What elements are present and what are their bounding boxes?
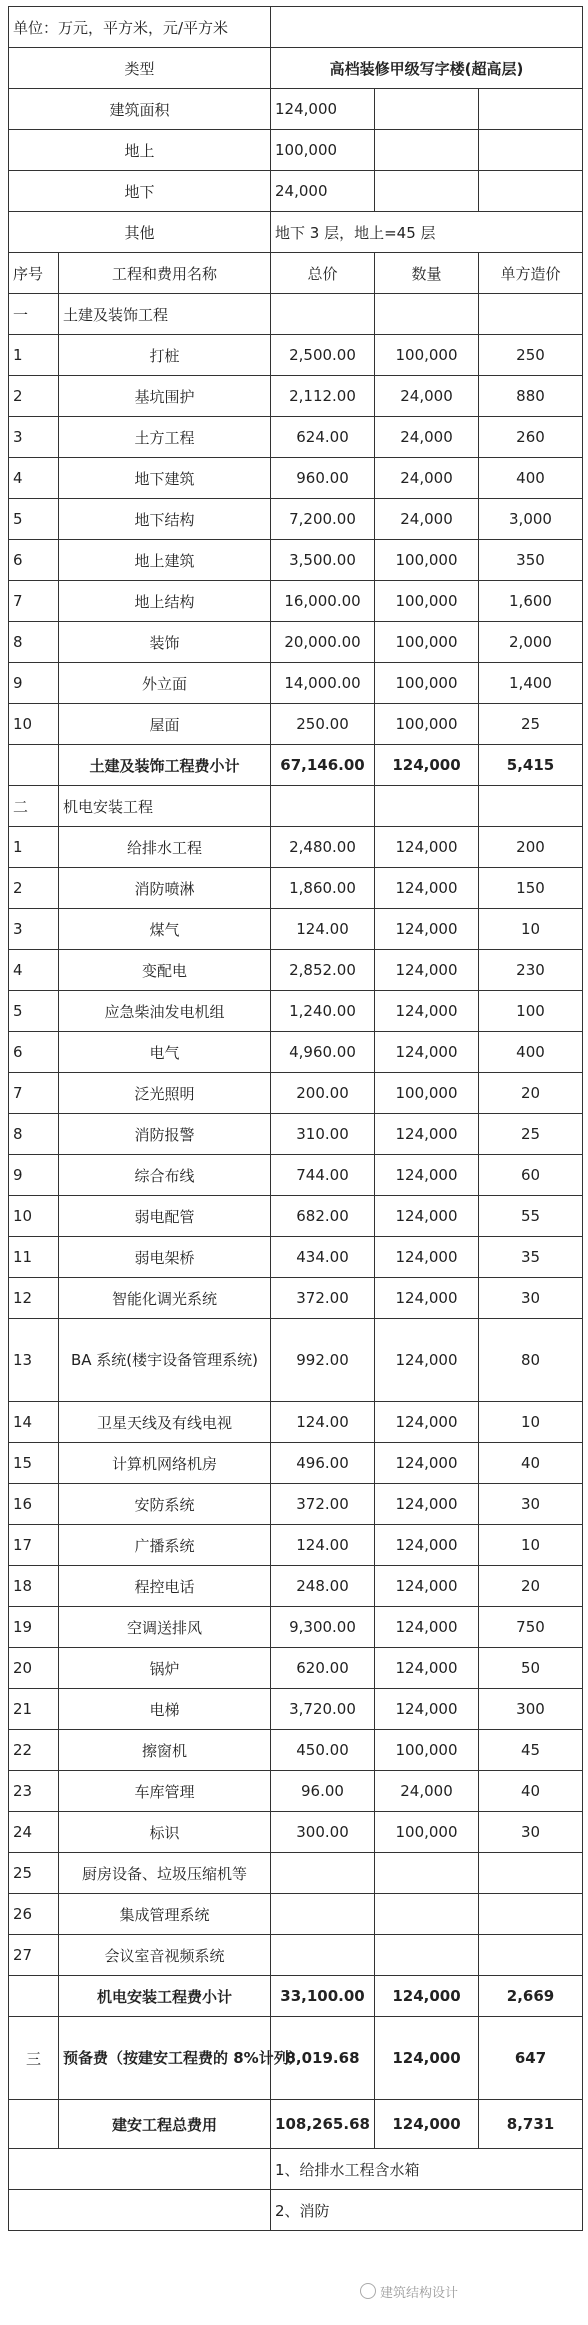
table-row	[9, 335, 583, 376]
row-total: 4,960.00	[271, 1032, 375, 1073]
row-qty: 124,000	[375, 1525, 479, 1566]
row-unit-price: 30	[479, 1812, 583, 1853]
table-row	[9, 827, 583, 868]
row-name: 电气	[59, 1032, 271, 1073]
table-row	[9, 1484, 583, 1525]
row-no: 4	[9, 458, 59, 499]
row-unit-price: 200	[479, 827, 583, 868]
row-total: 300.00	[271, 1812, 375, 1853]
table-row	[9, 1073, 583, 1114]
table-row	[9, 868, 583, 909]
row-qty: 100,000	[375, 622, 479, 663]
row-total	[271, 1935, 375, 1976]
row-no: 19	[9, 1607, 59, 1648]
row-qty	[375, 1935, 479, 1976]
row-total: 2,500.00	[271, 335, 375, 376]
row-qty: 124,000	[375, 827, 479, 868]
row-name: 煤气	[59, 909, 271, 950]
info-label: 类型	[9, 48, 271, 89]
row-name: 卫星天线及有线电视	[59, 1402, 271, 1443]
row-unit-price	[479, 1853, 583, 1894]
row-qty: 124,000	[375, 1237, 479, 1278]
row-total: 450.00	[271, 1730, 375, 1771]
reserve-qty: 124,000	[375, 2017, 479, 2100]
row-name: 集成管理系统	[59, 1894, 271, 1935]
row-no: 2	[9, 868, 59, 909]
table-row	[9, 622, 583, 663]
unit-row	[9, 7, 583, 48]
row-qty: 124,000	[375, 1566, 479, 1607]
table-row	[9, 1237, 583, 1278]
row-name: 变配电	[59, 950, 271, 991]
subtotal-total: 33,100.00	[271, 1976, 375, 2017]
row-total: 496.00	[271, 1443, 375, 1484]
row-unit-price: 750	[479, 1607, 583, 1648]
row-no: 10	[9, 704, 59, 745]
row-name: 泛光照明	[59, 1073, 271, 1114]
row-qty: 100,000	[375, 581, 479, 622]
info-value: 24,000	[271, 171, 375, 212]
subtotal-name: 机电安装工程费小计	[59, 1976, 271, 2017]
table-row	[9, 1894, 583, 1935]
row-no	[9, 2100, 59, 2149]
row-unit-price: 2,000	[479, 622, 583, 663]
row-unit-price: 50	[479, 1648, 583, 1689]
row-no: 27	[9, 1935, 59, 1976]
row-unit-price: 45	[479, 1730, 583, 1771]
info-value: 100,000	[271, 130, 375, 171]
row-total: 248.00	[271, 1566, 375, 1607]
row-name: 地上结构	[59, 581, 271, 622]
row-name: 会议室音视频系统	[59, 1935, 271, 1976]
row-qty: 124,000	[375, 1648, 479, 1689]
row-name: 外立面	[59, 663, 271, 704]
row-no: 4	[9, 950, 59, 991]
row-unit-price: 350	[479, 540, 583, 581]
info-row-other	[9, 212, 583, 253]
row-qty: 124,000	[375, 1032, 479, 1073]
grand-total-unit-price: 8,731	[479, 2100, 583, 2149]
row-unit-price: 40	[479, 1771, 583, 1812]
row-qty: 24,000	[375, 1771, 479, 1812]
row-total: 16,000.00	[271, 581, 375, 622]
reserve-row	[9, 2017, 583, 2100]
note-text: 1、给排水工程含水箱	[271, 2149, 583, 2190]
row-name: 弱电架桥	[59, 1237, 271, 1278]
row-total: 620.00	[271, 1648, 375, 1689]
row-no: 8	[9, 1114, 59, 1155]
cost-estimate-table	[8, 6, 583, 2231]
row-qty: 100,000	[375, 1812, 479, 1853]
row-no: 24	[9, 1812, 59, 1853]
row-no: 17	[9, 1525, 59, 1566]
row-unit-price: 20	[479, 1073, 583, 1114]
row-qty: 100,000	[375, 704, 479, 745]
note-spacer	[9, 2149, 271, 2190]
row-unit-price: 1,600	[479, 581, 583, 622]
row-unit-price: 60	[479, 1155, 583, 1196]
table-row	[9, 581, 583, 622]
reserve-total: 8,019.68	[271, 2017, 375, 2100]
row-unit-price: 40	[479, 1443, 583, 1484]
row-total: 2,112.00	[271, 376, 375, 417]
row-total: 310.00	[271, 1114, 375, 1155]
table-row	[9, 376, 583, 417]
table-row	[9, 417, 583, 458]
table-row	[9, 1032, 583, 1073]
row-qty: 24,000	[375, 458, 479, 499]
subtotal-name: 土建及装饰工程费小计	[59, 745, 271, 786]
row-unit-price: 260	[479, 417, 583, 458]
row-qty: 124,000	[375, 909, 479, 950]
table-cell	[271, 786, 375, 827]
row-qty: 124,000	[375, 1443, 479, 1484]
table-row	[9, 1566, 583, 1607]
row-unit-price	[479, 1935, 583, 1976]
table-row	[9, 1730, 583, 1771]
row-total: 3,720.00	[271, 1689, 375, 1730]
row-unit-price: 20	[479, 1566, 583, 1607]
row-unit-price	[479, 1894, 583, 1935]
row-no	[9, 745, 59, 786]
info-row-above	[9, 130, 583, 171]
table-row	[9, 1853, 583, 1894]
table-row	[9, 1935, 583, 1976]
row-total: 250.00	[271, 704, 375, 745]
row-no: 5	[9, 991, 59, 1032]
row-unit-price: 55	[479, 1196, 583, 1237]
row-no: 2	[9, 376, 59, 417]
row-unit-price: 250	[479, 335, 583, 376]
row-qty: 100,000	[375, 540, 479, 581]
row-qty: 124,000	[375, 1484, 479, 1525]
table-row	[9, 1525, 583, 1566]
table-row	[9, 1155, 583, 1196]
header-row	[9, 253, 583, 294]
row-unit-price: 10	[479, 1525, 583, 1566]
table-row	[9, 1607, 583, 1648]
table-row	[9, 950, 583, 991]
row-name: 基坑围护	[59, 376, 271, 417]
row-unit-price: 100	[479, 991, 583, 1032]
table-row	[9, 540, 583, 581]
watermark-text: 建筑结构设计	[380, 2286, 459, 2301]
header-total: 总价	[271, 253, 375, 294]
row-unit-price: 1,400	[479, 663, 583, 704]
row-unit-price: 10	[479, 909, 583, 950]
info-row-below	[9, 171, 583, 212]
row-name: 消防报警	[59, 1114, 271, 1155]
row-total: 682.00	[271, 1196, 375, 1237]
table-row	[9, 704, 583, 745]
row-qty: 124,000	[375, 991, 479, 1032]
row-no: 12	[9, 1278, 59, 1319]
grand-total-name: 建安工程总费用	[59, 2100, 271, 2149]
row-qty: 100,000	[375, 663, 479, 704]
row-no: 三	[9, 2017, 59, 2100]
row-total: 20,000.00	[271, 622, 375, 663]
row-total: 624.00	[271, 417, 375, 458]
note-spacer	[9, 2190, 271, 2231]
row-name: 程控电话	[59, 1566, 271, 1607]
row-no: 7	[9, 1073, 59, 1114]
row-no: 25	[9, 1853, 59, 1894]
header-qty: 数量	[375, 253, 479, 294]
row-unit-price: 400	[479, 458, 583, 499]
row-no: 14	[9, 1402, 59, 1443]
table-row	[9, 1771, 583, 1812]
table-row	[9, 663, 583, 704]
table-row	[9, 458, 583, 499]
row-name: 地下结构	[59, 499, 271, 540]
row-qty: 100,000	[375, 1730, 479, 1771]
row-unit-price: 880	[479, 376, 583, 417]
row-name: 弱电配管	[59, 1196, 271, 1237]
row-qty: 124,000	[375, 1402, 479, 1443]
row-unit-price: 35	[479, 1237, 583, 1278]
row-name: BA 系统(楼宇设备管理系统)	[59, 1319, 271, 1402]
row-qty: 24,000	[375, 499, 479, 540]
row-name: 计算机网络机房	[59, 1443, 271, 1484]
row-total	[271, 1853, 375, 1894]
row-name: 消防喷淋	[59, 868, 271, 909]
table-row	[9, 1402, 583, 1443]
row-name: 安防系统	[59, 1484, 271, 1525]
row-qty: 124,000	[375, 950, 479, 991]
row-qty: 24,000	[375, 376, 479, 417]
table-row	[9, 1812, 583, 1853]
row-no: 1	[9, 335, 59, 376]
info-value: 高档装修甲级写字楼(超高层)	[271, 48, 583, 89]
section-title: 土建及装饰工程	[59, 294, 271, 335]
info-label: 地上	[9, 130, 271, 171]
row-name: 空调送排风	[59, 1607, 271, 1648]
section-title: 机电安装工程	[59, 786, 271, 827]
info-label: 其他	[9, 212, 271, 253]
table-row	[9, 1319, 583, 1402]
row-total: 744.00	[271, 1155, 375, 1196]
row-no: 6	[9, 1032, 59, 1073]
row-qty	[375, 1894, 479, 1935]
row-total: 992.00	[271, 1319, 375, 1402]
table-cell	[375, 786, 479, 827]
row-total: 200.00	[271, 1073, 375, 1114]
row-qty: 124,000	[375, 1319, 479, 1402]
row-name: 屋面	[59, 704, 271, 745]
row-qty: 100,000	[375, 1073, 479, 1114]
note-text: 2、消防	[271, 2190, 583, 2231]
row-total	[271, 1894, 375, 1935]
table-row	[9, 1689, 583, 1730]
info-row-area	[9, 89, 583, 130]
row-no: 9	[9, 1155, 59, 1196]
row-no: 5	[9, 499, 59, 540]
wechat-logo-icon	[360, 2283, 376, 2299]
row-qty: 24,000	[375, 417, 479, 458]
row-total: 14,000.00	[271, 663, 375, 704]
note-row	[9, 2190, 583, 2231]
section-row	[9, 786, 583, 827]
row-unit-price: 3,000	[479, 499, 583, 540]
row-no: 3	[9, 417, 59, 458]
subtotal-row-mep	[9, 1976, 583, 2017]
row-no	[9, 1976, 59, 2017]
info-label: 地下	[9, 171, 271, 212]
table-row	[9, 1114, 583, 1155]
row-total: 372.00	[271, 1484, 375, 1525]
row-total: 124.00	[271, 909, 375, 950]
row-name: 应急柴油发电机组	[59, 991, 271, 1032]
row-no: 7	[9, 581, 59, 622]
row-unit-price: 10	[479, 1402, 583, 1443]
table-row	[9, 499, 583, 540]
row-no: 13	[9, 1319, 59, 1402]
row-no: 6	[9, 540, 59, 581]
unit-text: 单位：万元，平方米，元/平方米	[9, 7, 271, 48]
row-qty: 124,000	[375, 1196, 479, 1237]
row-name: 擦窗机	[59, 1730, 271, 1771]
row-qty	[375, 1853, 479, 1894]
row-name: 电梯	[59, 1689, 271, 1730]
row-unit-price: 400	[479, 1032, 583, 1073]
row-qty: 124,000	[375, 868, 479, 909]
row-name: 综合布线	[59, 1155, 271, 1196]
row-unit-price: 80	[479, 1319, 583, 1402]
row-no: 3	[9, 909, 59, 950]
table-row	[9, 909, 583, 950]
row-total: 96.00	[271, 1771, 375, 1812]
row-unit-price: 300	[479, 1689, 583, 1730]
reserve-name: 预备费（按建安工程费的 8%计列）	[59, 2017, 271, 2100]
row-no: 10	[9, 1196, 59, 1237]
row-unit-price: 30	[479, 1484, 583, 1525]
info-value: 地下 3 层，地上=45 层	[271, 212, 583, 253]
row-total: 960.00	[271, 458, 375, 499]
row-total: 2,852.00	[271, 950, 375, 991]
subtotal-qty: 124,000	[375, 745, 479, 786]
row-name: 土方工程	[59, 417, 271, 458]
row-total: 124.00	[271, 1402, 375, 1443]
row-name: 智能化调光系统	[59, 1278, 271, 1319]
row-name: 装饰	[59, 622, 271, 663]
row-total: 1,860.00	[271, 868, 375, 909]
header-name: 工程和费用名称	[59, 253, 271, 294]
row-qty: 124,000	[375, 1607, 479, 1648]
row-no: 15	[9, 1443, 59, 1484]
header-no: 序号	[9, 253, 59, 294]
row-name: 广播系统	[59, 1525, 271, 1566]
subtotal-qty: 124,000	[375, 1976, 479, 2017]
row-qty: 124,000	[375, 1689, 479, 1730]
row-total: 9,300.00	[271, 1607, 375, 1648]
row-qty: 124,000	[375, 1114, 479, 1155]
row-total: 3,500.00	[271, 540, 375, 581]
subtotal-row-civil	[9, 745, 583, 786]
note-row	[9, 2149, 583, 2190]
row-unit-price: 25	[479, 704, 583, 745]
row-qty: 124,000	[375, 1155, 479, 1196]
section-no: 一	[9, 294, 59, 335]
row-no: 21	[9, 1689, 59, 1730]
row-total: 7,200.00	[271, 499, 375, 540]
header-unit-price: 单方造价	[479, 253, 583, 294]
section-row	[9, 294, 583, 335]
table-row	[9, 1648, 583, 1689]
row-name: 锅炉	[59, 1648, 271, 1689]
row-unit-price: 25	[479, 1114, 583, 1155]
watermark	[360, 2282, 458, 2301]
row-total: 2,480.00	[271, 827, 375, 868]
row-no: 8	[9, 622, 59, 663]
grand-total-row	[9, 2100, 583, 2149]
row-no: 20	[9, 1648, 59, 1689]
table-row	[9, 991, 583, 1032]
row-name: 打桩	[59, 335, 271, 376]
row-no: 9	[9, 663, 59, 704]
reserve-unit-price: 647	[479, 2017, 583, 2100]
row-no: 23	[9, 1771, 59, 1812]
table-row	[9, 1196, 583, 1237]
row-no: 22	[9, 1730, 59, 1771]
row-total: 372.00	[271, 1278, 375, 1319]
row-no: 11	[9, 1237, 59, 1278]
info-value: 124,000	[271, 89, 375, 130]
grand-total-total: 108,265.68	[271, 2100, 375, 2149]
row-name: 厨房设备、垃圾压缩机等	[59, 1853, 271, 1894]
row-unit-price: 150	[479, 868, 583, 909]
info-row-type	[9, 48, 583, 89]
grand-total-qty: 124,000	[375, 2100, 479, 2149]
row-no: 18	[9, 1566, 59, 1607]
row-name: 地下建筑	[59, 458, 271, 499]
row-no: 16	[9, 1484, 59, 1525]
subtotal-unit-price: 5,415	[479, 745, 583, 786]
row-name: 车库管理	[59, 1771, 271, 1812]
row-name: 给排水工程	[59, 827, 271, 868]
row-qty: 124,000	[375, 1278, 479, 1319]
info-label: 建筑面积	[9, 89, 271, 130]
row-unit-price: 30	[479, 1278, 583, 1319]
table-cell	[479, 786, 583, 827]
row-no: 26	[9, 1894, 59, 1935]
subtotal-unit-price: 2,669	[479, 1976, 583, 2017]
subtotal-total: 67,146.00	[271, 745, 375, 786]
row-name: 标识	[59, 1812, 271, 1853]
row-name: 地上建筑	[59, 540, 271, 581]
row-total: 1,240.00	[271, 991, 375, 1032]
row-qty: 100,000	[375, 335, 479, 376]
row-total: 434.00	[271, 1237, 375, 1278]
section-no: 二	[9, 786, 59, 827]
row-unit-price: 230	[479, 950, 583, 991]
row-total: 124.00	[271, 1525, 375, 1566]
table-row	[9, 1443, 583, 1484]
table-row	[9, 1278, 583, 1319]
row-no: 1	[9, 827, 59, 868]
